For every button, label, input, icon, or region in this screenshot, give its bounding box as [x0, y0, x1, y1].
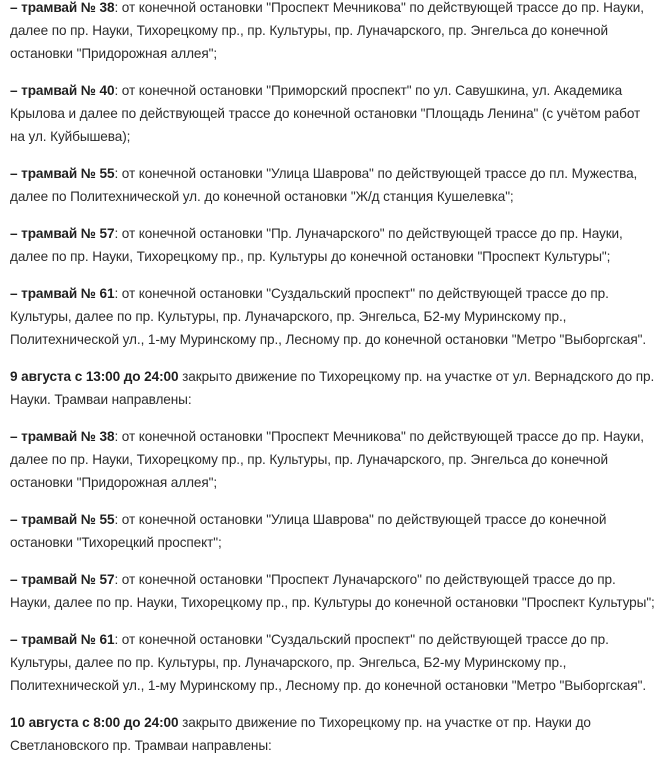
route-text: : от конечной остановки "Приморский проспект" по ул. Савушкина, ул. Академика Крылова и далее по действующей трассе до конечной остановки "Площадь Ленина" (с учётом работ на ул. Куйбышева); [10, 83, 641, 144]
tram-label: – трамвай № 40 [10, 83, 115, 98]
route-text: : от конечной остановки "Проспект Мечникова" по действующей трассе до пр. Науки, далее по пр. Науки, Тихорецкому пр., пр. Культуры, пр. Луначарского, пр. Энгельса до конечной остановки "Придорожная аллея"; [10, 429, 644, 490]
paragraph-tram-38 [10, 0, 655, 65]
closure-text: закрыто движение по Тихорецкому пр. на участке от пр. Науки до Светлановского пр. Трамваи направлены: [10, 715, 591, 753]
tram-label: – трамвай № 55 [10, 512, 115, 527]
closure-date: 10 августа с 8:00 до 24:00 [10, 715, 179, 730]
route-text: : от конечной остановки "Пр. Луначарского" по действующей трассе до пр. Науки, далее по пр. Науки, Тихорецкому пр., пр. Культуры до конечной остановки "Проспект Культуры"; [10, 226, 623, 264]
tram-label: – трамвай № 38 [10, 0, 115, 15]
article-body [10, 0, 655, 771]
route-text: : от конечной остановки "Проспект Луначарского" по действующей трассе до пр. Науки, далее по пр. Науки, Тихорецкому пр., пр. Культуры до конечной остановки "Проспект Культуры"; [10, 572, 655, 610]
closure-text: закрыто движение по Тихорецкому пр. на участке от ул. Вернадского до пр. Науки. Трамваи направлены: [10, 369, 655, 407]
tram-label: – трамвай № 55 [10, 166, 115, 181]
paragraph-tram-61 [10, 628, 655, 697]
tram-label: – трамвай № 61 [10, 632, 115, 647]
paragraph-closure-aug-10 [10, 711, 655, 757]
route-text: : от конечной остановки "Суздальский проспект" по действующей трассе до пр. Культуры, далее по пр. Культуры, пр. Луначарского, пр. Энгельса, Б2-му Муринскому пр., Политехнической ул., 1-му Муринскому пр., Лесному пр. до конечной остановки "Метро "Выборгская". [10, 632, 647, 693]
paragraph-tram-40 [10, 79, 655, 148]
paragraph-tram-57 [10, 568, 655, 614]
paragraph-closure-aug-9 [10, 365, 655, 411]
route-text: : от конечной остановки "Суздальский проспект" по действующей трассе до пр. Культуры, далее по пр. Культуры, пр. Луначарского, пр. Энгельса, Б2-му Муринскому пр., Политехнической ул., 1-му Муринскому пр., Лесному пр. до конечной остановки "Метро "Выборгская". [10, 286, 647, 347]
tram-label: – трамвай № 57 [10, 226, 115, 241]
tram-label: – трамвай № 61 [10, 286, 115, 301]
paragraph-tram-55 [10, 508, 655, 554]
route-text: : от конечной остановки "Улица Шаврова" по действующей трассе до конечной остановки "Тихорецкий проспект"; [10, 512, 607, 550]
route-text: : от конечной остановки "Улица Шаврова" по действующей трассе до пл. Мужества, далее по Политехнической ул. до конечной остановки "Ж/д станция Кушелевка"; [10, 166, 638, 204]
closure-date: 9 августа с 13:00 до 24:00 [10, 369, 179, 384]
paragraph-tram-55 [10, 162, 655, 208]
paragraph-tram-57 [10, 222, 655, 268]
paragraph-tram-38 [10, 425, 655, 494]
paragraph-tram-61 [10, 282, 655, 351]
tram-label: – трамвай № 38 [10, 429, 115, 444]
route-text: : от конечной остановки "Проспект Мечникова" по действующей трассе до пр. Науки, далее по пр. Науки, Тихорецкому пр., пр. Культуры, пр. Луначарского, пр. Энгельса до конечной остановки "Придорожная аллея"; [10, 0, 644, 61]
tram-label: – трамвай № 57 [10, 572, 115, 587]
